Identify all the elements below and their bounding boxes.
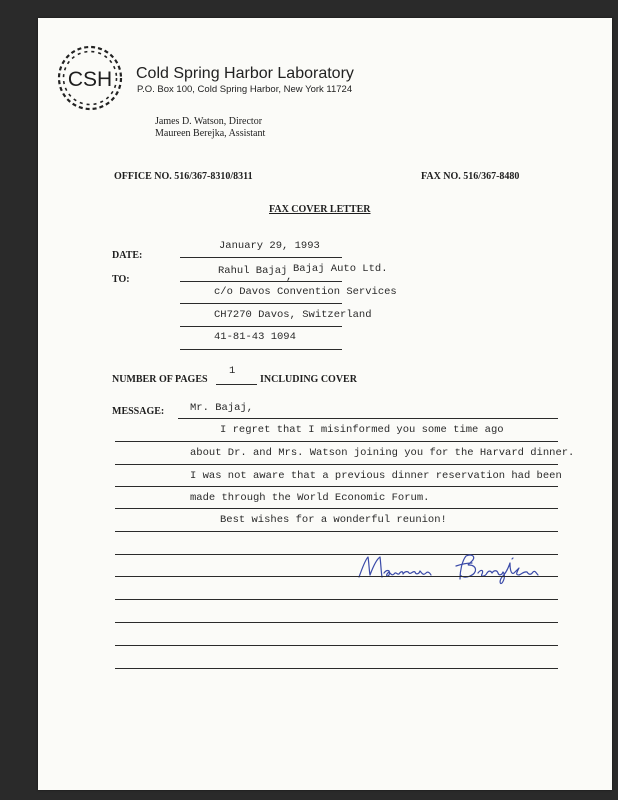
csh-logo-icon [54, 42, 126, 114]
message-line-9 [115, 599, 558, 600]
message-text-3: I was not aware that a previous dinner reservation had been [190, 470, 562, 482]
to-comma: , [286, 271, 293, 283]
to-company: Bajaj Auto Ltd. [293, 263, 388, 275]
date-line [180, 257, 342, 258]
date-value: January 29, 1993 [219, 240, 320, 252]
form-title: FAX COVER LETTER [269, 204, 371, 215]
date-label: DATE: [112, 250, 143, 261]
pages-value: 1 [229, 365, 236, 377]
including-cover-label: INCLUDING COVER [260, 374, 357, 385]
message-line-2 [115, 441, 558, 442]
director-line: James D. Watson, Director [155, 116, 263, 127]
office-number: OFFICE NO. 516/367-8310/8311 [114, 171, 253, 182]
message-line-11 [115, 645, 558, 646]
message-line-1 [178, 418, 558, 419]
logo-letters: CSH [67, 68, 113, 91]
pages-label: NUMBER OF PAGES [112, 374, 208, 385]
to-name: Rahul Bajaj [218, 265, 288, 277]
fax-number: FAX NO. 516/367-8480 [421, 171, 520, 182]
message-text-4: made through the World Economic Forum. [190, 492, 430, 504]
to-line-4 [180, 349, 342, 350]
message-text-5: Best wishes for a wonderful reunion! [220, 514, 447, 526]
message-line-3 [115, 464, 558, 465]
to-label: TO: [112, 274, 130, 285]
to-line-1 [180, 281, 342, 282]
message-text-1: I regret that I misinformed you some time ago [220, 424, 504, 436]
message-line-5 [115, 508, 558, 509]
lab-address: P.O. Box 100, Cold Spring Harbor, New York 11724 [137, 84, 353, 95]
message-label: MESSAGE: [112, 406, 165, 417]
fax-cover-page [38, 18, 612, 790]
to-phone: 41-81-43 1094 [214, 331, 296, 343]
message-salutation: Mr. Bajaj, [190, 402, 254, 414]
to-line-3 [180, 326, 342, 327]
lab-name: Cold Spring Harbor Laboratory [136, 65, 354, 82]
message-line-12 [115, 668, 558, 669]
pages-line [216, 384, 257, 385]
assistant-line: Maureen Berejka, Assistant [155, 128, 266, 139]
message-line-10 [115, 622, 558, 623]
to-address-line-3: CH7270 Davos, Switzerland [214, 309, 372, 321]
to-address-line-2: c/o Davos Convention Services [214, 286, 397, 298]
message-line-6 [115, 531, 558, 532]
message-text-2: about Dr. and Mrs. Watson joining you for the Harvard dinner. [190, 447, 575, 459]
message-line-8 [115, 576, 558, 577]
signature-image [356, 551, 561, 585]
message-line-4 [115, 486, 558, 487]
to-line-2 [180, 303, 342, 304]
